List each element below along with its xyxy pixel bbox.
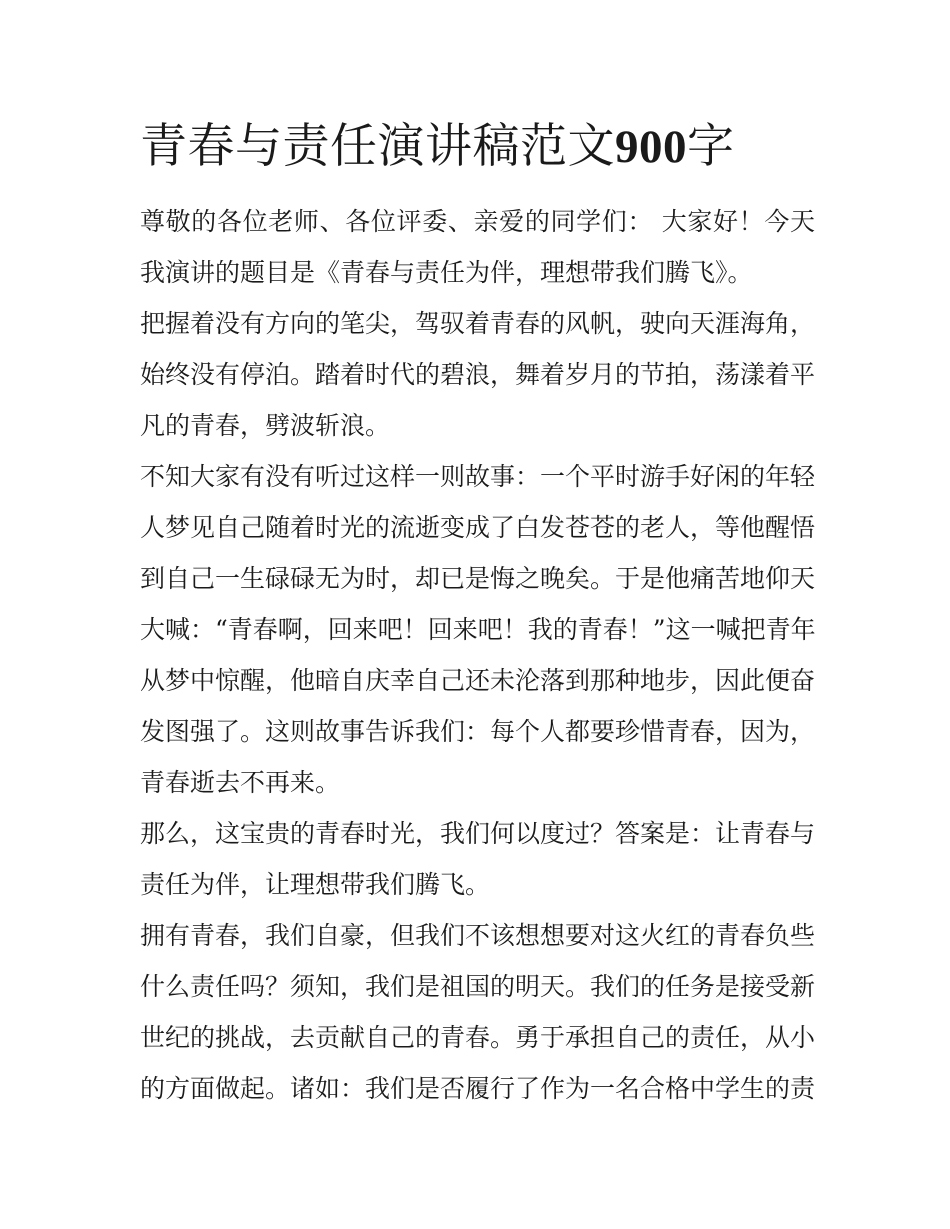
paragraph-youth-sail — [140, 298, 815, 451]
text-line: 不知大家有没有听过这样一则故事：一个平时游手好闲的年轻 — [140, 462, 816, 491]
text-line: 责任为伴，让理想带我们腾飞。 — [140, 870, 491, 899]
paragraph-greeting — [140, 196, 815, 298]
title-suffix: 字 — [687, 119, 735, 174]
text-line: 的方面做起。诸如：我们是否履行了作为一名合格中学生的责 — [140, 1074, 816, 1103]
title-number: 900 — [615, 121, 687, 173]
text-line: 那么，这宝贵的青春时光，我们何以度过？答案是：让青春与 — [140, 819, 816, 848]
text-line: 发图强了。这则故事告诉我们：每个人都要珍惜青春，因为， — [140, 717, 816, 746]
text-line: 把握着没有方向的笔尖，驾驭着青春的风帆，驶向天涯海角， — [140, 309, 816, 338]
text-line: 什么责任吗？须知，我们是祖国的明天。我们的任务是接受新 — [140, 972, 816, 1001]
document-title — [140, 112, 815, 182]
text-line: 拥有青春，我们自豪，但我们不该想想要对这火红的青春负些 — [140, 921, 816, 950]
text-line: 到自己一生碌碌无为时，却已是悔之晚矣。于是他痛苦地仰天 — [140, 564, 816, 593]
text-line: 从梦中惊醒，他暗自庆幸自己还未沦落到那种地步，因此便奋 — [140, 666, 816, 695]
text-line: 世纪的挑战，去贡献自己的青春。勇于承担自己的责任，从小 — [140, 1023, 816, 1052]
document-body — [140, 112, 815, 1114]
text-line: 始终没有停泊。踏着时代的碧浪，舞着岁月的节拍，荡漾着平 — [140, 360, 816, 389]
text-line: 尊敬的各位老师、各位评委、亲爱的同学们： 大家好！今天 — [140, 207, 815, 236]
text-line: 人梦见自己随着时光的流逝变成了白发苍苍的老人，等他醒悟 — [140, 513, 816, 542]
text-line: 凡的青春，劈波斩浪。 — [140, 411, 391, 440]
paragraph-story — [140, 451, 815, 808]
paragraph-responsibility — [140, 910, 815, 1114]
text-line: 大喊：“青春啊，回来吧！回来吧！我的青春！”这一喊把青年 — [140, 615, 816, 644]
title-text: 青春与责任演讲稿范文 — [140, 119, 615, 174]
text-line: 我演讲的题目是《青春与责任为伴，理想带我们腾飞》。 — [140, 258, 753, 287]
text-line: 青春逝去不再来。 — [140, 768, 341, 797]
paragraph-question — [140, 808, 815, 910]
